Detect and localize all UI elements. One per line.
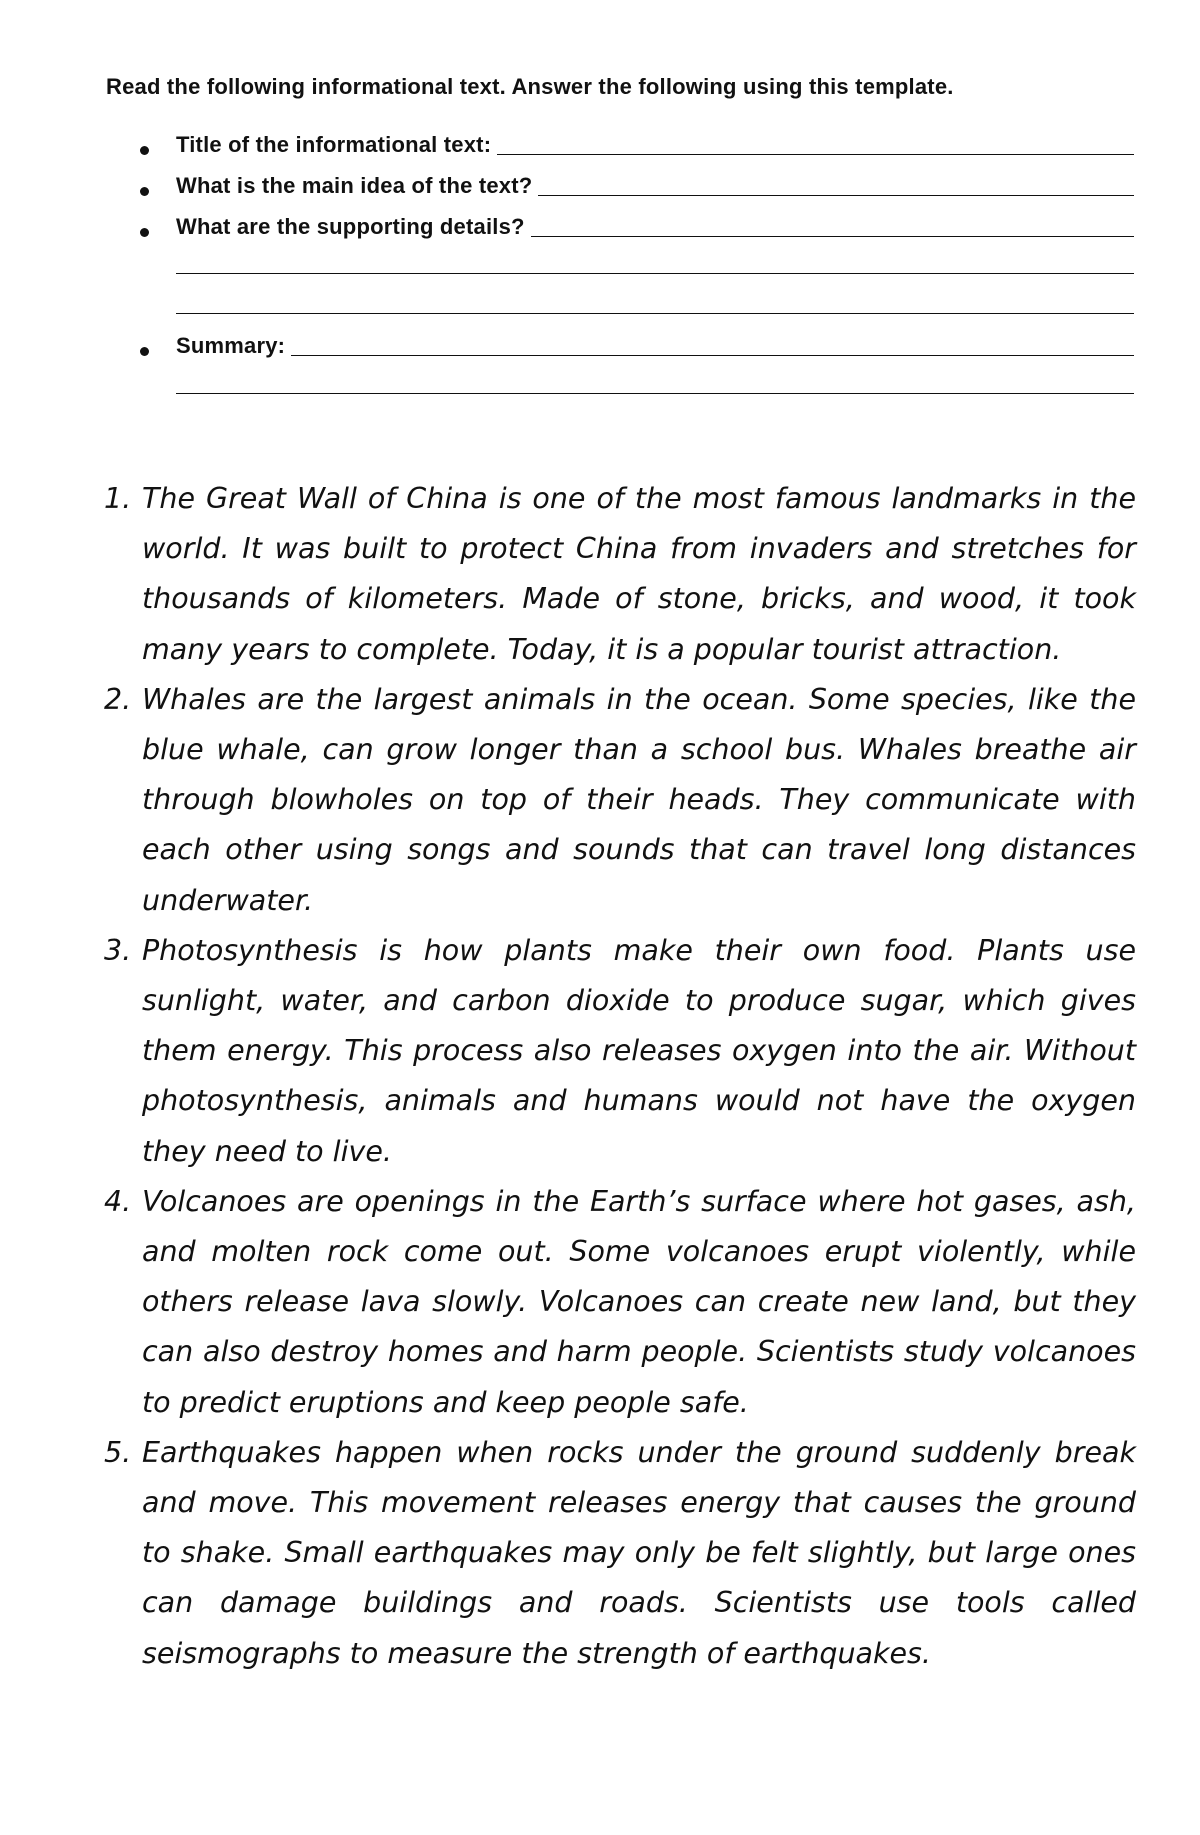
passage-item — [104, 474, 1136, 675]
passage-text: Whales are the largest animals in the ocean. Some species, like the blue whale, can grow longer than a school bus. Whales breathe air through blowholes on top of their heads. They communicate with each other using songs and sounds that can travel long distances underwater. — [142, 682, 1136, 917]
passage-number: 3. — [104, 933, 132, 967]
instructions-heading: Read the following informational text. Answer the following using this template. — [106, 74, 954, 99]
passage-number: 4. — [104, 1184, 132, 1218]
template-item-main-idea — [176, 170, 1134, 200]
passage-text: Earthquakes happen when rocks under the ground suddenly break and move. This movement releases energy that causes the ground to shake. Small earthquakes may only be felt slightly, but large ones can damage buildings and roads. Scientists use tools called seismographs to measure the strength of earthquakes. — [142, 1435, 1136, 1670]
bullet-icon — [140, 187, 149, 196]
passage-item — [104, 1177, 1136, 1428]
passage-item — [104, 675, 1136, 926]
passage-number: 5. — [104, 1435, 132, 1469]
template-item-title — [176, 129, 1134, 159]
passage-item — [104, 1428, 1136, 1679]
summary-extra-line[interactable] — [176, 393, 1134, 394]
supporting-details-extra-line[interactable] — [176, 313, 1134, 314]
passage-text: Photosynthesis is how plants make their own food. Plants use sunlight, water, and carbon dioxide to produce sugar, which gives them energy. This process also releases oxygen into the air. Without photosynthesis, animals and humans would not have the oxygen they need to live. — [142, 933, 1136, 1168]
template-item-summary — [176, 330, 1134, 360]
summary-answer-line[interactable] — [291, 333, 1134, 356]
informational-passages — [104, 474, 1136, 1679]
passage-text: Volcanoes are openings in the Earth’s surface where hot gases, ash, and molten rock come out. Some volcanoes erupt violently, while others release lava slowly. Volcanoes can create new land, but they can also destroy homes and harm people. Scientists study volcanoes to predict eruptions and keep people safe. — [142, 1184, 1136, 1419]
title-label: Title of the informational text: — [176, 132, 492, 157]
title-answer-line[interactable] — [497, 132, 1134, 155]
bullet-icon — [140, 228, 149, 237]
bullet-icon — [140, 347, 149, 356]
supporting-details-extra-line[interactable] — [176, 273, 1134, 274]
passage-item — [104, 926, 1136, 1177]
passage-number: 1. — [104, 482, 132, 515]
main-idea-answer-line[interactable] — [538, 173, 1134, 196]
bullet-icon — [140, 146, 149, 155]
passage-text: The Great Wall of China is one of the most famous landmarks in the world. It was built to protect China from invaders and stretches for thousands of kilometers. Made of stone, bricks, and wood, it took many years to complete. Today, it is a popular tourist attraction. — [142, 482, 1136, 666]
template-item-supporting-details — [176, 211, 1134, 241]
supporting-details-label: What are the supporting details? — [176, 214, 525, 239]
main-idea-label: What is the main idea of the text? — [176, 173, 533, 198]
passage-number: 2. — [104, 682, 132, 716]
summary-label: Summary: — [176, 333, 286, 358]
supporting-details-answer-line[interactable] — [531, 214, 1134, 237]
